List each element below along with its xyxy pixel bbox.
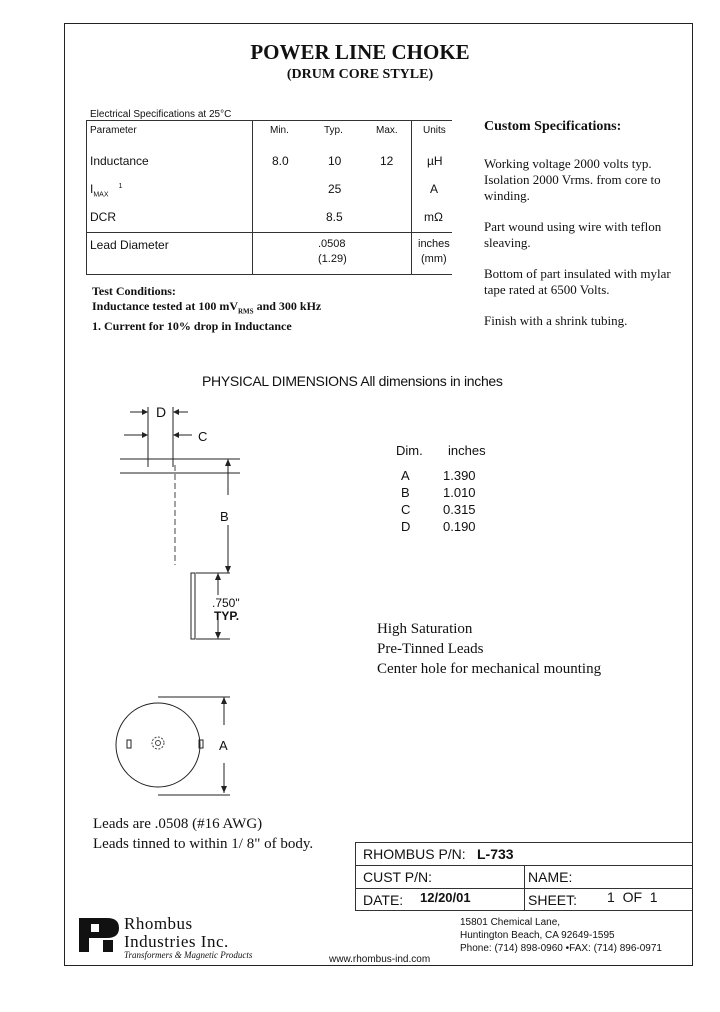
row-param: Inductance [90, 154, 149, 168]
row-max: 12 [380, 154, 394, 168]
col-header-units: Units [423, 125, 446, 136]
custom-specs-heading: Custom Specifications: [484, 119, 622, 134]
page-subtitle: (DRUM CORE STYLE) [286, 67, 434, 82]
date-value: 12/20/01 [420, 890, 471, 905]
dim-header: Dim. [396, 443, 423, 458]
feature-item: High Saturation [377, 621, 473, 637]
dim-letter: A [401, 468, 410, 483]
custom-spec-item: Working voltage 2000 volts typ. Isolation 2000 Vrms. from core to winding. [484, 156, 661, 203]
row-units: mΩ [424, 210, 443, 224]
row-param: Lead Diameter [90, 238, 169, 252]
company-address [460, 916, 662, 955]
company-name-line2: Industries Inc. [124, 932, 229, 951]
row-units: A [430, 182, 439, 196]
dim-value: 0.315 [443, 502, 476, 517]
company-tagline: Transformers & Magnetic Products [124, 950, 253, 960]
inches-header: inches [448, 443, 486, 458]
name-label: NAME: [528, 869, 573, 885]
row-min: 8.0 [272, 154, 289, 168]
label-b: B [220, 509, 229, 524]
feature-item: Center hole for mechanical mounting [377, 661, 602, 677]
elec-spec-table [86, 120, 452, 275]
custom-specs [484, 119, 692, 329]
leads-note [93, 814, 313, 854]
dim-values [443, 467, 476, 535]
address-line: 15801 Chemical Lane, [460, 917, 561, 928]
company-website[interactable]: www.rhombus-ind.com [329, 954, 431, 965]
row-typ: 25 [328, 182, 342, 196]
row-units: µH [427, 154, 443, 168]
dim-value: 0.190 [443, 519, 476, 534]
row-typ: 10 [328, 154, 342, 168]
features-list [377, 619, 601, 679]
sheet-label: SHEET: [528, 892, 578, 908]
phone: Phone: (714) 898-0960 [460, 943, 563, 954]
test-conditions-heading: Test Conditions: [92, 284, 176, 298]
date-label: DATE: [363, 892, 404, 908]
label-d: D [156, 404, 167, 420]
test-conditions-line2: 1. Current for 10% drop in Inductance [92, 319, 292, 334]
row-units: inches [418, 238, 450, 250]
address-line: Huntington Beach, CA 92649-1595 [460, 930, 615, 941]
dim-letter: B [401, 485, 410, 500]
company-name-line1: Rhombus [124, 914, 193, 933]
test-conditions [92, 284, 321, 334]
row-typ: .0508 [318, 238, 346, 250]
sheet-value: 1 OF 1 [607, 889, 658, 905]
title-block [355, 842, 693, 911]
company-name [124, 915, 229, 951]
test-conditions-line1: Inductance tested at 100 $mV_{RMS}$ and 300 kHz [92, 299, 322, 316]
phone-fax-line: Phone: (714) 898-0960 •FAX: (714) 896-0971 [460, 943, 662, 954]
col-header-parameter: Parameter [90, 125, 137, 136]
rhombus-logo-icon [77, 916, 121, 954]
custom-spec-item: Part wound using wire with teflon sleaving. [484, 219, 662, 250]
pn-value: L-733 [477, 846, 514, 862]
row-typ-mm: (1.29) [318, 253, 347, 265]
col-header-typ: Typ. [324, 125, 343, 136]
dim-letters [401, 467, 410, 535]
label-c: C [198, 429, 208, 444]
pn-label: RHOMBUS P/N: [363, 846, 466, 862]
row-typ: 8.5 [326, 210, 343, 224]
dim-value: 1.390 [443, 468, 476, 483]
row-units-mm: (mm) [421, 253, 447, 265]
row-param: DCR [90, 210, 116, 224]
lead-length: .750" [212, 596, 240, 610]
col-header-max: Max. [376, 125, 398, 136]
physical-dimensions-heading: PHYSICAL DIMENSIONS All dimensions in inches [202, 373, 503, 389]
elec-spec-caption: Electrical Specifications at 25°C [90, 109, 232, 120]
row-param-imax: $I_{MAX}^1$ [90, 182, 123, 199]
leads-note-line: Leads are .0508 (#16 AWG) [93, 816, 263, 832]
col-header-min: Min. [270, 125, 289, 136]
dim-value: 1.010 [443, 485, 476, 500]
lead-typ: TYP. [214, 609, 240, 623]
dim-letter: D [401, 519, 411, 534]
label-a: A [219, 738, 228, 753]
leads-note-line: Leads tinned to within 1/ 8" of body. [93, 836, 314, 852]
feature-item: Pre-Tinned Leads [377, 641, 484, 657]
cust-pn-label: CUST P/N: [363, 869, 432, 885]
dim-letter: C [401, 502, 411, 517]
custom-spec-item: Finish with a shrink tubing. [484, 313, 628, 328]
custom-spec-item: Bottom of part insulated with mylar tape rated at 6500 Volts. [484, 266, 671, 297]
fax: FAX: (714) 896-0971 [569, 943, 662, 954]
page-title: POWER LINE CHOKE [250, 40, 470, 64]
